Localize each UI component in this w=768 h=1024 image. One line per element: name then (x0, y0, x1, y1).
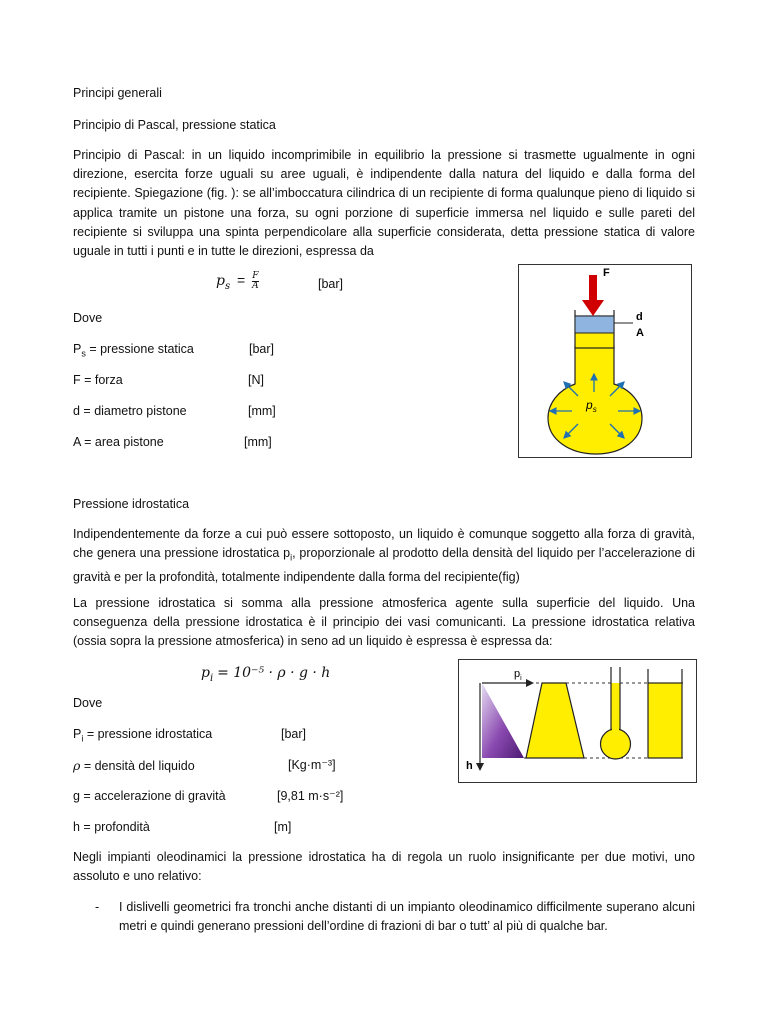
def-h-sym: h (73, 820, 80, 834)
hydro-paragraph-1 (73, 525, 695, 587)
def-g-sym: g (73, 789, 80, 803)
def-ps (73, 340, 194, 364)
formula1-sub: s (224, 281, 231, 292)
hydrostatic-vessels-figure (458, 659, 697, 783)
hydro-p1-b: , proporzionale al prodotto della densità del liquido per l’accelerazione di gravità e per la profondità, totalmente indipendente dalla forma del recipiente(fig) (73, 546, 695, 584)
def-g-text: = accelerazione di gravità (79, 789, 226, 803)
label-ps-sub: s (592, 405, 597, 414)
def-a-text: = area pistone (80, 435, 164, 449)
def-d-text: = diametro pistone (79, 404, 187, 418)
formula1-eq: = (237, 272, 246, 289)
def-ps-sym: P (73, 342, 82, 356)
heading-principio-pascal: Principio di Pascal, pressione statica (73, 118, 276, 132)
def-h-unit: [m] (274, 820, 292, 834)
force-arrow-shaft (589, 275, 597, 303)
formula1-unit: [bar] (318, 277, 344, 291)
def-f (73, 371, 123, 390)
def-h-text: = profondità (79, 820, 150, 834)
bullet-text: I dislivelli geometrici fra tronchi anche distanti di un impianto oleodinamico difficilmente superano alcuni metri e quindi generano pressioni dell’ordine di frazioni di bar o tutt’ al più di qualche bar. (119, 900, 695, 934)
def-pi-sym: P (73, 727, 82, 741)
def-rho-unit: [Kg·m⁻³] (288, 758, 336, 772)
label-h: h (466, 760, 473, 772)
def-f-unit: [N] (248, 373, 264, 387)
piston (575, 316, 614, 333)
def-g-unit: [9,81 m·s⁻²] (277, 789, 344, 803)
def-a-sym: A (73, 435, 81, 449)
label-d: d (636, 311, 643, 323)
def-rho-sym: ρ (73, 758, 81, 773)
def-a (73, 433, 164, 452)
def-pi-sub: i (81, 733, 84, 744)
final-paragraph: Negli impianti oleodinamici la pressione idrostatica ha di regola un ruolo insignificante per due motivi, uno assoluto e uno relativo: (73, 850, 695, 884)
label-ps-main: p (586, 398, 593, 412)
hydro-paragraph-2: La pressione idrostatica si somma alla pressione atmosferica agente sulla superficie del liquido. Una conseguenza della pressione idrostatica è il principio dei vasi comunicanti. La pressione idrostatica relativa (ossia sopra la pressione atmosferica) in seno ad un liquido è espressa è espressa da: (73, 596, 695, 649)
label-pi-main: p (514, 668, 521, 680)
hydro-p1-sub: i (290, 552, 293, 563)
label-F: F (603, 267, 610, 279)
dove-label-1: Dove (73, 311, 103, 325)
heading-principi-generali: Principi generali (73, 86, 162, 100)
def-pi-text: = pressione idrostatica (83, 727, 213, 741)
pascal-paragraph: Principio di Pascal: in un liquido incomprimibile in equilibrio la pressione si trasmette ugualmente in ogni direzione, esercita forze uguali su aree uguali, è indipendente dalla natura del liquido e dalla forma del recipiente. Spiegazione (fig. ): se all’imboccatura cilindrica di un recipiente di forma qualunque pieno di liquido si applica tramite un pistone una forza, su ogni porzione di superficie immersa nel liquido e sulle pareti del recipiente si sviluppa una spinta perpendicolare alla superficie considerata, detta pressione statica di valore uguale in tutti i punti e in tutte le direzioni, espressa da (73, 148, 695, 259)
def-d-unit: [mm] (248, 404, 276, 418)
vessel-bulb (601, 729, 631, 759)
formula2-sub: i (209, 672, 214, 684)
heading-pressione-idrostatica: Pressione idrostatica (73, 497, 190, 511)
def-ps-sub: s (81, 348, 86, 359)
formula-static-pressure (216, 272, 259, 298)
def-h (73, 818, 150, 837)
label-A: A (636, 327, 644, 339)
formula-hydrostatic-pressure (201, 664, 330, 684)
formula2-rhs: = 10⁻⁵ · ρ · g · h (217, 665, 331, 681)
def-ps-unit: [bar] (249, 342, 275, 356)
label-pi-sub: i (520, 675, 522, 682)
def-pi-unit: [bar] (281, 727, 307, 741)
formula1-num: F (252, 271, 259, 281)
def-f-sym: F (73, 373, 81, 387)
def-a-unit: [mm] (244, 435, 272, 449)
def-f-text: = forza (80, 373, 123, 387)
formula2-lhs: p (201, 665, 210, 681)
def-rho (73, 756, 195, 776)
vessel-rectangle (648, 683, 682, 758)
formula1-den: A (252, 281, 259, 291)
hydro-p1-a: Indipendentemente da forze a cui può essere sottoposto, un liquido è comunque soggetto alla forza di gravità, che genera una pressione idrostatica p (73, 527, 695, 561)
def-d (73, 402, 187, 421)
def-g (73, 787, 226, 806)
def-rho-text: = densità del liquido (80, 759, 195, 773)
vessel-bulb-joint (612, 728, 619, 733)
def-d-sym: d (73, 404, 80, 418)
bullet-marker: - (95, 900, 100, 914)
pascal-flask-figure (518, 264, 692, 458)
formula1-fraction (252, 272, 259, 291)
formula1-lhs: p (216, 273, 225, 290)
def-ps-text: = pressione statica (85, 342, 194, 356)
dove-label-2: Dove (73, 696, 103, 710)
def-pi (73, 725, 212, 749)
